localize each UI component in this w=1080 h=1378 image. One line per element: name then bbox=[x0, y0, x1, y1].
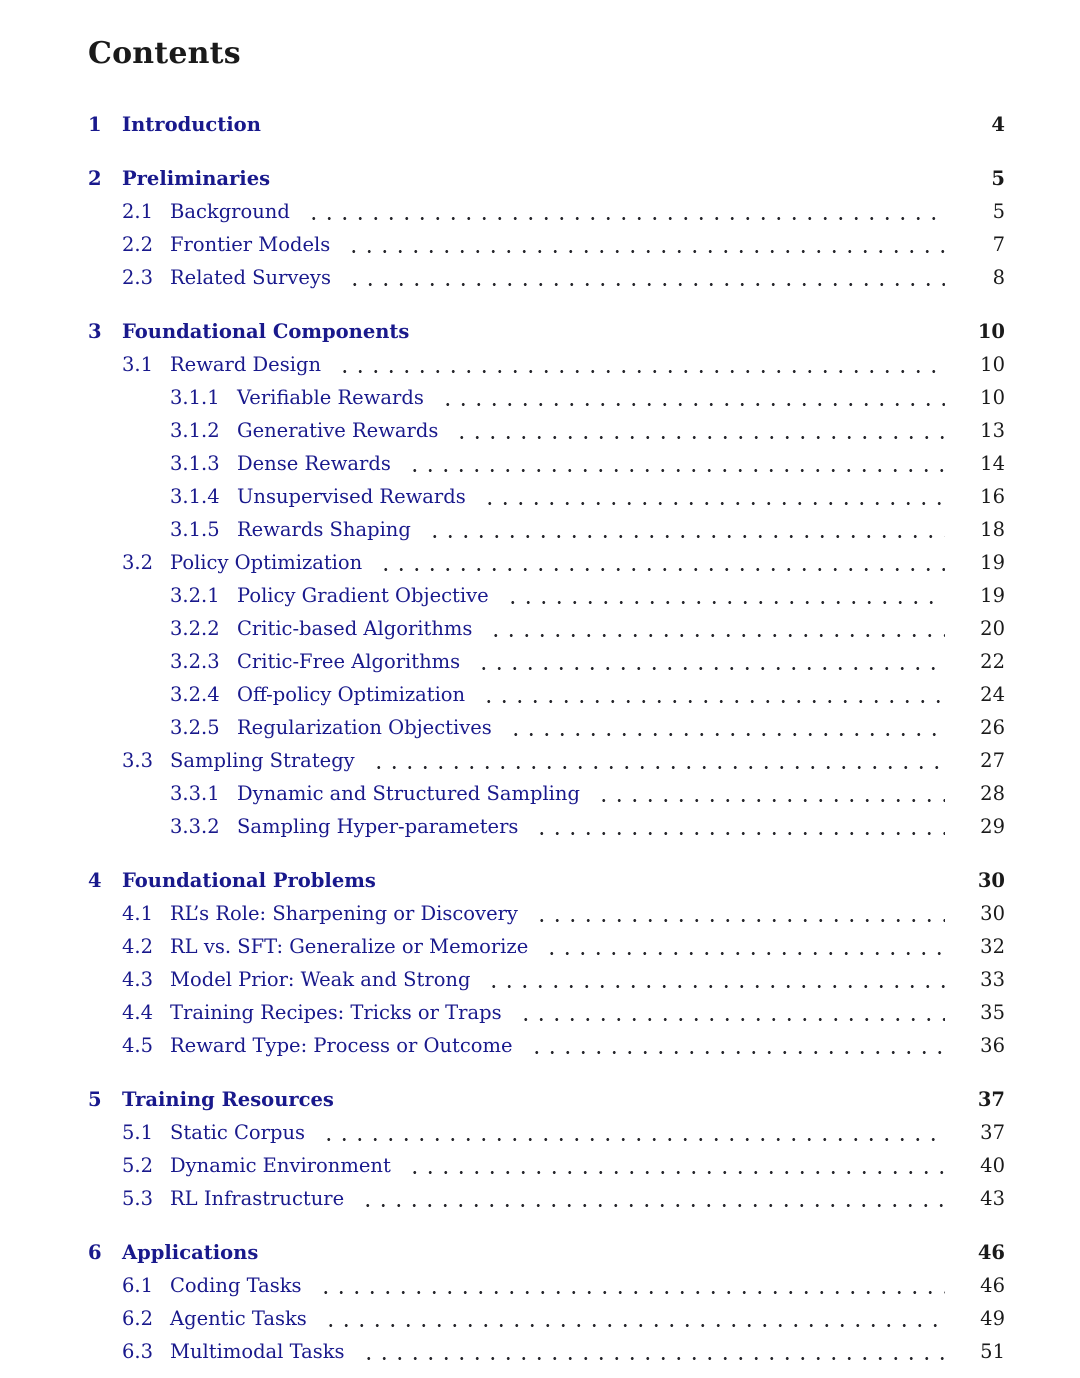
dot-leader bbox=[530, 897, 945, 930]
toc-entry-page: 40 bbox=[980, 1154, 1005, 1177]
toc-entry-title[interactable]: Dynamic and Structured Sampling bbox=[237, 782, 580, 805]
toc-entry-title[interactable]: Multimodal Tasks bbox=[170, 1340, 345, 1363]
toc-entry-page: 37 bbox=[980, 1121, 1005, 1144]
toc-entry-number[interactable]: 3 bbox=[88, 320, 102, 343]
dot-leader bbox=[333, 348, 945, 381]
toc-entry-number[interactable]: 6.3 bbox=[122, 1340, 154, 1363]
dot-leader bbox=[367, 744, 945, 777]
toc-entry[interactable] bbox=[88, 1302, 1005, 1335]
dot-leader bbox=[484, 612, 945, 645]
toc-entry[interactable] bbox=[88, 579, 1005, 612]
toc-entry-page: 22 bbox=[980, 650, 1005, 673]
toc-entry-number[interactable]: 3.3.1 bbox=[170, 782, 220, 805]
dot-leader bbox=[504, 711, 945, 744]
table-of-contents bbox=[88, 108, 1005, 1368]
toc-entry[interactable] bbox=[88, 612, 1005, 645]
dot-leader bbox=[346, 1083, 945, 1116]
toc-entry-number[interactable]: 4 bbox=[88, 869, 102, 892]
dot-leader bbox=[478, 480, 945, 513]
dot-leader bbox=[356, 1182, 945, 1215]
toc-entry-title[interactable]: Reward Type: Process or Outcome bbox=[170, 1034, 513, 1057]
toc-entry-title[interactable]: Reward Design bbox=[170, 353, 322, 376]
toc-entry-page: 29 bbox=[980, 815, 1005, 838]
toc-entry-title[interactable]: Applications bbox=[122, 1241, 259, 1264]
toc-entry-page: 27 bbox=[980, 749, 1005, 772]
toc-entry-page: 43 bbox=[980, 1187, 1005, 1210]
toc-entry-title[interactable]: Sampling Hyper-parameters bbox=[237, 815, 519, 838]
toc-entry-page: 8 bbox=[992, 266, 1005, 289]
dot-leader bbox=[450, 414, 945, 447]
toc-entry[interactable] bbox=[88, 645, 1005, 678]
dot-leader bbox=[273, 108, 945, 141]
dot-leader bbox=[436, 381, 945, 414]
toc-entry-page: 30 bbox=[977, 869, 1005, 892]
toc-entry-page: 30 bbox=[980, 902, 1005, 925]
toc-entry-page: 4 bbox=[991, 113, 1005, 136]
toc-entry[interactable] bbox=[88, 1029, 1005, 1062]
toc-entry-title[interactable]: Background bbox=[170, 200, 290, 223]
toc-entry-number[interactable]: 5.2 bbox=[122, 1154, 154, 1177]
toc-entry-number[interactable]: 3.3.2 bbox=[170, 815, 220, 838]
dot-leader bbox=[472, 645, 945, 678]
toc-entry-number[interactable]: 2 bbox=[88, 167, 102, 190]
dot-leader bbox=[477, 678, 945, 711]
toc-entry[interactable] bbox=[88, 261, 1005, 294]
toc-entry-page: 51 bbox=[980, 1340, 1005, 1363]
dot-leader bbox=[314, 1269, 945, 1302]
toc-entry[interactable] bbox=[88, 162, 1005, 195]
dot-leader bbox=[357, 1335, 945, 1368]
dot-leader bbox=[374, 546, 945, 579]
toc-entry-title[interactable]: Foundational Problems bbox=[122, 869, 376, 892]
dot-leader bbox=[403, 1149, 945, 1182]
toc-entry[interactable] bbox=[88, 108, 1005, 141]
toc-entry-number[interactable]: 3.1.1 bbox=[170, 386, 220, 409]
toc-entry-title[interactable]: Dynamic Environment bbox=[170, 1154, 391, 1177]
toc-entry-page: 37 bbox=[977, 1088, 1005, 1111]
toc-entry-page: 46 bbox=[977, 1241, 1005, 1264]
toc-entry-title[interactable]: Policy Gradient Objective bbox=[237, 584, 489, 607]
toc-entry-page: 10 bbox=[977, 320, 1005, 343]
toc-entry-number[interactable]: 3.2.5 bbox=[170, 716, 220, 739]
toc-entry-page: 24 bbox=[980, 683, 1005, 706]
dot-leader bbox=[530, 810, 945, 843]
toc-entry-number[interactable]: 3.2.3 bbox=[170, 650, 220, 673]
toc-entry-number[interactable]: 1 bbox=[88, 113, 102, 136]
toc-entry-number[interactable]: 6.2 bbox=[122, 1307, 154, 1330]
toc-entry-title[interactable]: RL’s Role: Sharpening or Discovery bbox=[170, 902, 518, 925]
toc-entry-page: 5 bbox=[991, 167, 1005, 190]
dot-leader bbox=[342, 228, 945, 261]
toc-entry-page: 46 bbox=[980, 1274, 1005, 1297]
toc-entry-page: 35 bbox=[980, 1001, 1005, 1024]
toc-entry[interactable] bbox=[88, 711, 1005, 744]
dot-leader bbox=[525, 1029, 945, 1062]
toc-entry-page: 32 bbox=[980, 935, 1005, 958]
toc-entry[interactable] bbox=[88, 744, 1005, 777]
toc-entry[interactable] bbox=[88, 381, 1005, 414]
dot-leader bbox=[317, 1116, 945, 1149]
toc-entry-number[interactable]: 3.3 bbox=[122, 749, 154, 772]
toc-entry-title[interactable]: Off-policy Optimization bbox=[237, 683, 466, 706]
toc-entry-page: 20 bbox=[980, 617, 1005, 640]
toc-entry-title[interactable]: Generative Rewards bbox=[237, 419, 439, 442]
toc-entry-title[interactable]: RL Infrastructure bbox=[170, 1187, 345, 1210]
toc-entry-number[interactable]: 5.3 bbox=[122, 1187, 154, 1210]
toc-entry-number[interactable]: 2.1 bbox=[122, 200, 154, 223]
toc-entry-page: 18 bbox=[980, 518, 1005, 541]
dot-leader bbox=[319, 1302, 945, 1335]
toc-entry-page: 10 bbox=[980, 353, 1005, 376]
toc-entry[interactable] bbox=[88, 810, 1005, 843]
toc-entry-page: 10 bbox=[980, 386, 1005, 409]
dot-leader bbox=[302, 195, 945, 228]
toc-entry-page: 33 bbox=[980, 968, 1005, 991]
toc-entry-number[interactable]: 3.2.1 bbox=[170, 584, 220, 607]
toc-entry-title[interactable]: Sampling Strategy bbox=[170, 749, 355, 772]
toc-entry[interactable] bbox=[88, 963, 1005, 996]
toc-entry[interactable] bbox=[88, 1149, 1005, 1182]
toc-entry-number[interactable]: 3.1.3 bbox=[170, 452, 220, 475]
toc-entry-page: 19 bbox=[980, 584, 1005, 607]
toc-entry-title[interactable]: Static Corpus bbox=[170, 1121, 306, 1144]
toc-entry-page: 13 bbox=[980, 419, 1005, 442]
toc-entry[interactable] bbox=[88, 315, 1005, 348]
toc-entry-number[interactable]: 3.1.2 bbox=[170, 419, 220, 442]
toc-entry-number[interactable]: 6.1 bbox=[122, 1274, 154, 1297]
toc-entry-number[interactable]: 6 bbox=[88, 1241, 102, 1264]
dot-leader bbox=[421, 315, 945, 348]
toc-entry-number[interactable]: 3.1.4 bbox=[170, 485, 220, 508]
toc-entry-title[interactable]: Preliminaries bbox=[122, 167, 271, 190]
toc-entry[interactable] bbox=[88, 777, 1005, 810]
toc-entry[interactable] bbox=[88, 1083, 1005, 1116]
dot-leader bbox=[592, 777, 945, 810]
toc-entry[interactable] bbox=[88, 864, 1005, 897]
toc-entry[interactable] bbox=[88, 1182, 1005, 1215]
toc-entry[interactable] bbox=[88, 1335, 1005, 1368]
toc-entry-number[interactable]: 3.1 bbox=[122, 353, 154, 376]
toc-entry-title[interactable]: Unsupervised Rewards bbox=[237, 485, 466, 508]
dot-leader bbox=[423, 513, 945, 546]
dot-leader bbox=[501, 579, 945, 612]
toc-entry-number[interactable]: 4.3 bbox=[122, 968, 154, 991]
toc-entry[interactable] bbox=[88, 996, 1005, 1029]
toc-entry[interactable] bbox=[88, 447, 1005, 480]
toc-entry-number[interactable]: 4.1 bbox=[122, 902, 154, 925]
toc-entry-page: 49 bbox=[980, 1307, 1005, 1330]
toc-entry-title[interactable]: Regularization Objectives bbox=[237, 716, 492, 739]
dot-leader bbox=[388, 864, 945, 897]
toc-entry[interactable] bbox=[88, 678, 1005, 711]
toc-entry[interactable] bbox=[88, 930, 1005, 963]
dot-leader bbox=[343, 261, 945, 294]
toc-entry[interactable] bbox=[88, 195, 1005, 228]
toc-entry-title[interactable]: Critic-based Algorithms bbox=[237, 617, 473, 640]
toc-entry[interactable] bbox=[88, 897, 1005, 930]
dot-leader bbox=[270, 1236, 945, 1269]
toc-entry-title[interactable]: Verifiable Rewards bbox=[237, 386, 424, 409]
toc-entry-number[interactable]: 4.4 bbox=[122, 1001, 154, 1024]
toc-entry-title[interactable]: Training Recipes: Tricks or Traps bbox=[170, 1001, 502, 1024]
toc-entry-title[interactable]: Agentic Tasks bbox=[170, 1307, 307, 1330]
toc-entry-number[interactable]: 3.2 bbox=[122, 551, 154, 574]
dot-leader bbox=[540, 930, 945, 963]
toc-entry[interactable] bbox=[88, 348, 1005, 381]
toc-entry-title[interactable]: Related Surveys bbox=[170, 266, 331, 289]
toc-entry-page: 26 bbox=[980, 716, 1005, 739]
toc-entry-number[interactable]: 3.1.5 bbox=[170, 518, 220, 541]
toc-entry[interactable] bbox=[88, 228, 1005, 261]
toc-entry-page: 19 bbox=[980, 551, 1005, 574]
toc-entry-title[interactable]: Rewards Shaping bbox=[237, 518, 411, 541]
toc-entry-page: 36 bbox=[980, 1034, 1005, 1057]
toc-entry-number[interactable]: 5 bbox=[88, 1088, 102, 1111]
dot-leader bbox=[403, 447, 945, 480]
dot-leader bbox=[482, 963, 945, 996]
toc-entry-number[interactable]: 4.5 bbox=[122, 1034, 154, 1057]
toc-entry-page: 14 bbox=[980, 452, 1005, 475]
toc-entry-title[interactable]: RL vs. SFT: Generalize or Memorize bbox=[170, 935, 529, 958]
toc-entry-page: 28 bbox=[980, 782, 1005, 805]
toc-entry-number[interactable]: 5.1 bbox=[122, 1121, 154, 1144]
toc-entry-number[interactable]: 4.2 bbox=[122, 935, 154, 958]
toc-entry-title[interactable]: Frontier Models bbox=[170, 233, 331, 256]
toc-entry-title[interactable]: Critic-Free Algorithms bbox=[237, 650, 461, 673]
toc-entry[interactable] bbox=[88, 1116, 1005, 1149]
toc-entry-title[interactable]: Model Prior: Weak and Strong bbox=[170, 968, 471, 991]
toc-entry-title[interactable]: Dense Rewards bbox=[237, 452, 391, 475]
toc-entry[interactable] bbox=[88, 1236, 1005, 1269]
toc-entry-number[interactable]: 2.2 bbox=[122, 233, 154, 256]
toc-entry-title[interactable]: Training Resources bbox=[122, 1088, 334, 1111]
toc-entry-page: 7 bbox=[992, 233, 1005, 256]
toc-entry-number[interactable]: 3.2.2 bbox=[170, 617, 220, 640]
toc-entry[interactable] bbox=[88, 414, 1005, 447]
toc-entry[interactable] bbox=[88, 480, 1005, 513]
toc-entry-page: 16 bbox=[980, 485, 1005, 508]
toc-entry-number[interactable]: 3.2.4 bbox=[170, 683, 220, 706]
toc-entry[interactable] bbox=[88, 1269, 1005, 1302]
toc-entry-page: 5 bbox=[992, 200, 1005, 223]
toc-entry-title[interactable]: Foundational Components bbox=[122, 320, 410, 343]
toc-entry-title[interactable]: Coding Tasks bbox=[170, 1274, 302, 1297]
page-title: Contents bbox=[88, 36, 241, 71]
toc-entry[interactable] bbox=[88, 546, 1005, 579]
toc-entry-title[interactable]: Introduction bbox=[122, 113, 261, 136]
dot-leader bbox=[514, 996, 945, 1029]
toc-entry-title[interactable]: Policy Optimization bbox=[170, 551, 363, 574]
toc-entry-number[interactable]: 2.3 bbox=[122, 266, 154, 289]
dot-leader bbox=[282, 162, 945, 195]
toc-entry[interactable] bbox=[88, 513, 1005, 546]
